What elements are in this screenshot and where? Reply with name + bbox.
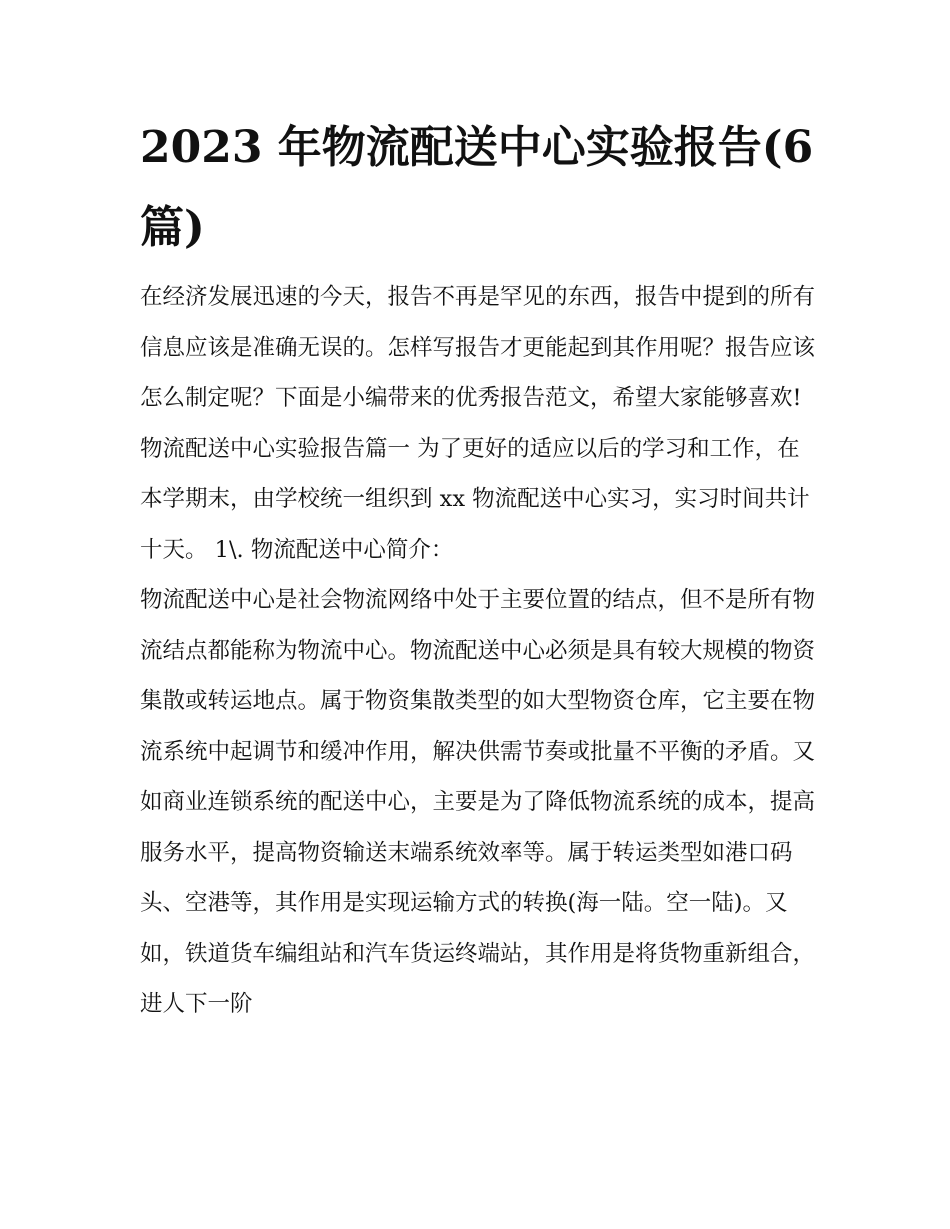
section-one-paragraph: 物流配送中心实验报告篇一 为了更好的适应以后的学习和工作，在本学期末，由学校统一组织到 xx 物流配送中心实习，实习时间共计十天。 1\. 物流配送中心简介： bbox=[140, 435, 810, 563]
document-page bbox=[140, 108, 820, 1030]
document-title: 2023 年物流配送中心实验报告(6 篇) bbox=[140, 122, 814, 253]
intro-paragraph: 在经济发展迅速的今天，报告不再是罕见的东西，报告中提到的所有信息应该是准确无误的。怎样写报告才更能起到其作用呢？报告应该怎么制定呢？下面是小编带来的优秀报告范文，希望大家能够喜欢! bbox=[140, 284, 816, 411]
body-paragraph: 物流配送中心是社会物流网络中处于主要位置的结点，但不是所有物流结点都能称为物流中心。物流配送中心必须是具有较大规模的物资集散或转运地点。属于物资集散类型的如大型物资仓库，它主要在物流系统中起调节和缓冲作用，解决供需节奏或批量不平衡的矛盾。又如商业连锁系统的配送中心，主要是为了降低物流系统的成本，提高服务水平，提高物资输送末端系统效率等。属于转运类型如港口码头、空港等，其作用是实现运输方式的转换(海一陆。空一陆)。又如，铁道货车编组站和汽车货运终端站，其作用是将货物重新组合，进人下一阶 bbox=[140, 587, 816, 1017]
